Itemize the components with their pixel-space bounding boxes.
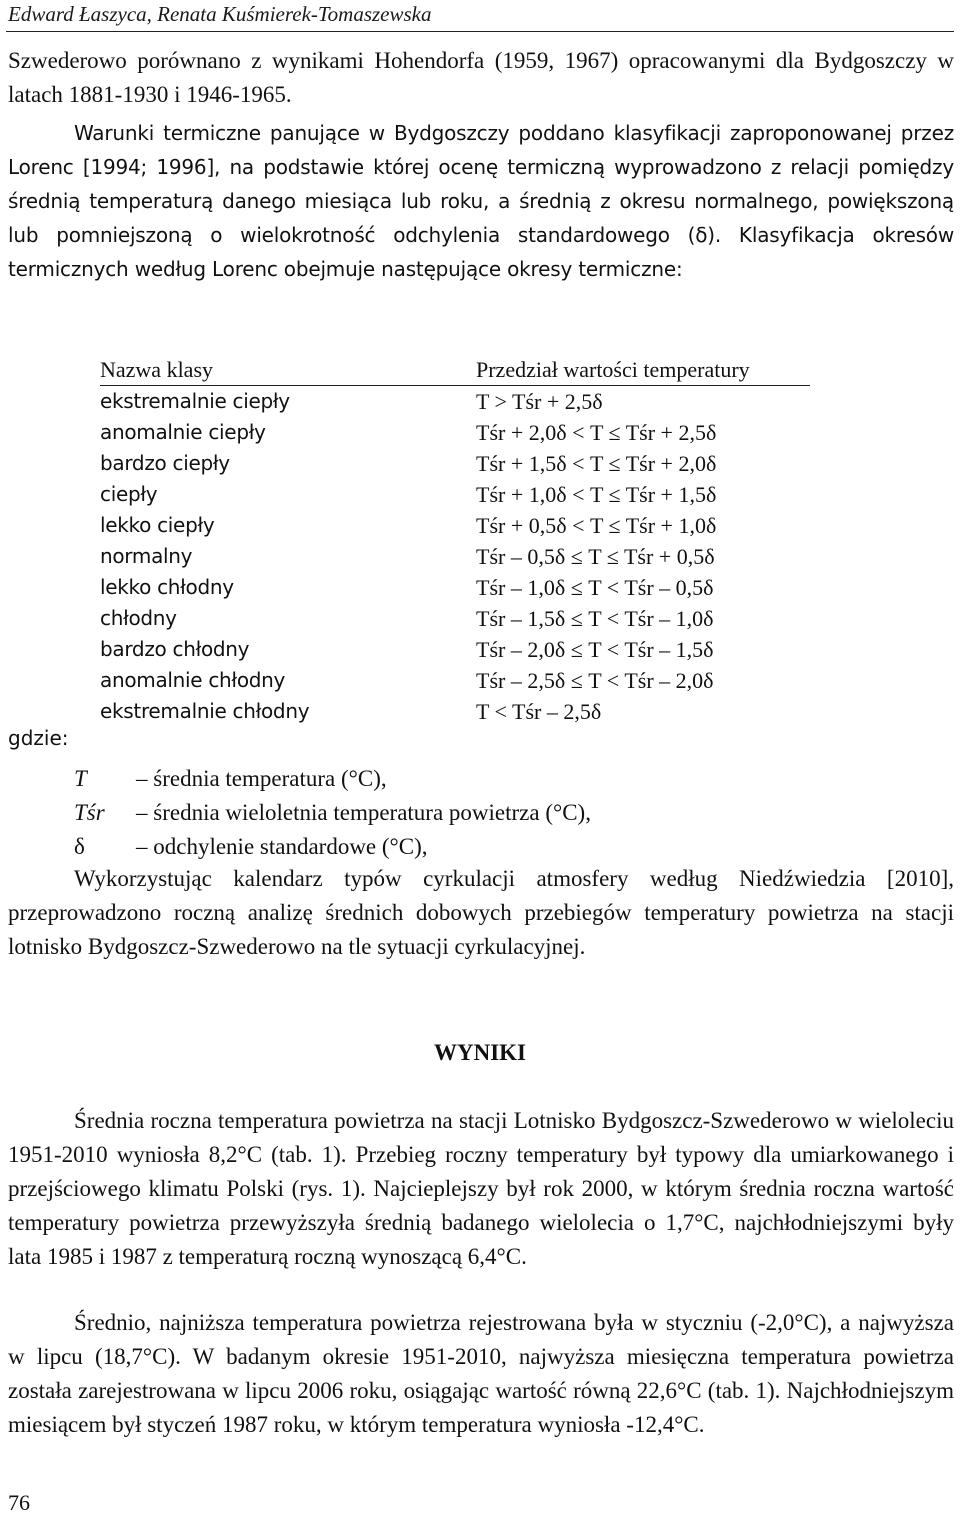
temperature-range: Tśr + 1,0δ < T ≤ Tśr + 1,5δ [476, 482, 717, 507]
class-name: anomalnie chłodny [100, 668, 286, 692]
legend-item [74, 762, 591, 796]
legend-title: gdzie: [8, 726, 69, 750]
intro-paragraph-1: Szwederowo porównano z wynikami Hohendorfa (1959, 1967) opracowanymi dla Bydgoszczy w latach 1881-1930 i 1946-1965. [8, 48, 954, 107]
legend-description: – średnia temperatura (°C), [136, 766, 387, 791]
legend-description: – średnia wieloletnia temperatura powietrza (°C), [136, 800, 591, 825]
classification-table [100, 354, 810, 727]
classification-body [100, 386, 810, 727]
legend-symbol: Tśr [74, 800, 105, 825]
class-name: ekstremalnie ciepły [100, 389, 290, 413]
class-name: ciepły [100, 482, 158, 506]
temperature-range: T < Tśr – 2,5δ [476, 699, 602, 724]
classification-row [100, 386, 810, 417]
classification-row [100, 665, 810, 696]
classification-row [100, 448, 810, 479]
class-name: lekko chłodny [100, 575, 234, 599]
legend-description: – odchylenie standardowe (°C), [136, 834, 428, 859]
header-class-name: Nazwa klasy [100, 357, 214, 382]
temperature-range: Tśr + 1,5δ < T ≤ Tśr + 2,0δ [476, 451, 717, 476]
results-paragraph-2: Średnio, najniższa temperatura powietrza rejestrowana była w styczniu (-2,0°C), a najwyższa w lipcu (18,7°C). W badanym okresie 1951-2010, najwyższa miesięczna temperatura powietrza została zarejestrowana w lipcu 2006 roku, osiągając wartość równą 22,6°C (tab. 1). Najchłodniejszym miesiącem był styczeń 1987 roku, w którym temperatura wyniosła -12,4°C. [8, 1310, 954, 1437]
classification-row [100, 510, 810, 541]
temperature-range: Tśr – 1,5δ ≤ T < Tśr – 1,0δ [476, 606, 714, 631]
classification-row [100, 634, 810, 665]
classification-row [100, 541, 810, 572]
legend-item [74, 830, 591, 864]
classification-row [100, 696, 810, 727]
section-title-results: WYNIKI [433, 1040, 526, 1065]
temperature-range: Tśr – 2,0δ ≤ T < Tśr – 1,5δ [476, 637, 714, 662]
classification-row [100, 479, 810, 510]
class-name: normalny [100, 544, 193, 568]
legend-symbol: δ [74, 834, 85, 859]
classification-header-row [100, 354, 810, 386]
temperature-range: T > Tśr + 2,5δ [476, 389, 603, 414]
temperature-range: Tśr – 2,5δ ≤ T < Tśr – 2,0δ [476, 668, 714, 693]
classification-row [100, 572, 810, 603]
header-rule [6, 31, 954, 32]
class-name: bardzo ciepły [100, 451, 230, 475]
intro-paragraph-2: Warunki termiczne panujące w Bydgoszczy poddano klasyfikacji zaproponowanej przez Lorenc [1994; 1996], na podstawie której ocenę termiczną wyprowadzono z relacji pomiędzy średnią temperaturą danego miesiąca lub roku, a średnią z okresu normalnego, powiększoną lub pomniejszoną o wielokrotność odchylenia standardowego (δ). Klasyfikacja okresów termicznych według Lorenc obejmuje następujące okresy termiczne: [8, 121, 954, 281]
class-name: ekstremalnie chłodny [100, 699, 310, 723]
page-number: 76 [8, 1490, 30, 1515]
classification-row [100, 417, 810, 448]
temperature-range: Tśr + 0,5δ < T ≤ Tśr + 1,0δ [476, 513, 717, 538]
class-name: bardzo chłodny [100, 637, 250, 661]
running-header-authors: Edward Łaszyca, Renata Kuśmierek-Tomaszewska [8, 2, 432, 26]
symbol-legend [74, 762, 591, 864]
temperature-range: Tśr – 0,5δ ≤ T ≤ Tśr + 0,5δ [476, 544, 715, 569]
header-temperature-range: Przedział wartości temperatury [476, 357, 750, 382]
legend-symbol: T [74, 766, 87, 791]
results-paragraph-1: Średnia roczna temperatura powietrza na stacji Lotnisko Bydgoszcz-Szwederowo w wieloleciu 1951-2010 wyniosła 8,2°C (tab. 1). Przebieg roczny temperatury był typowy dla umiarkowanego i przejściowego klimatu Polski (rys. 1). Najcieplejszy był rok 2000, w którym średnia roczna wartość temperatury powietrza przewyższyła średnią badanego wielolecia o 1,7°C, najchłodniejszymi były lata 1985 i 1987 z temperaturą roczną wynoszącą 6,4°C. [8, 1108, 954, 1269]
legend-item [74, 796, 591, 830]
class-name: chłodny [100, 606, 177, 630]
temperature-range: Tśr – 1,0δ ≤ T < Tśr – 0,5δ [476, 575, 714, 600]
class-name: anomalnie ciepły [100, 420, 266, 444]
classification-row [100, 603, 810, 634]
method-paragraph: Wykorzystując kalendarz typów cyrkulacji atmosfery według Niedźwiedzia [2010], przeprowadzono roczną analizę średnich dobowych przebiegów temperatury powietrza na stacji lotnisko Bydgoszcz-Szwederowo na tle sytuacji cyrkulacyjnej. [8, 866, 954, 959]
temperature-range: Tśr + 2,0δ < T ≤ Tśr + 2,5δ [476, 420, 717, 445]
class-name: lekko ciepły [100, 513, 215, 537]
